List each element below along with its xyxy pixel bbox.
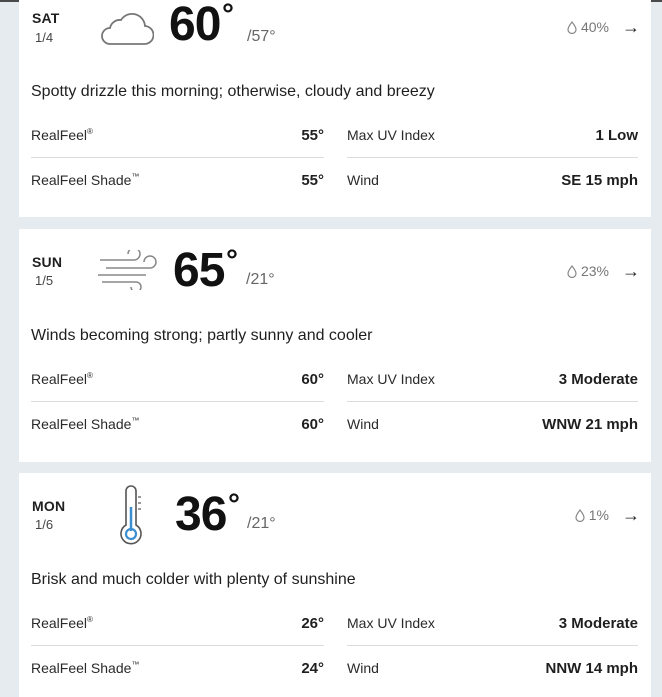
precip-chance [567,19,609,35]
uv-label: Max UV Index [347,127,435,143]
raindrop-icon [567,265,577,278]
forecast-card-mon[interactable] [19,473,651,697]
arrow-right-icon[interactable]: → [622,17,640,37]
realfeel-shade-label: RealFeel Shade™ [31,172,140,188]
low-temp: /21° [246,271,275,288]
day-phrase: Brisk and much colder with plenty of sunshine [31,571,356,588]
date-label: 1/5 [35,273,54,288]
divider [347,157,638,158]
day-phrase: Spotty drizzle this morning; otherwise, cloudy and breezy [31,83,435,100]
day-label: SUN [32,254,63,270]
date-label: 1/6 [35,517,54,532]
precip-chance [567,263,609,279]
wind-value: WNW 21 mph [542,416,638,433]
realfeel-label: RealFeel® [31,371,93,387]
divider [347,645,638,646]
low-temp: /57° [247,28,276,45]
realfeel-shade-value: 60° [301,416,324,433]
date-label: 1/4 [35,30,54,45]
realfeel-shade-label: RealFeel Shade™ [31,416,140,432]
divider [31,401,324,402]
realfeel-value: 60° [301,371,324,388]
arrow-right-icon[interactable]: → [622,505,640,525]
day-label: SAT [32,10,60,26]
high-temp: 36 [175,488,227,541]
wind-label: Wind [347,660,379,676]
wind-icon [96,250,162,295]
forecast-card-sat[interactable] [19,0,651,217]
degree-symbol: ° [222,0,234,31]
realfeel-label: RealFeel® [31,615,93,631]
degree-symbol: ° [226,244,238,277]
divider [31,645,324,646]
precip-value: 40% [580,19,609,35]
raindrop-icon [567,21,577,34]
divider [347,401,638,402]
precip-chance [575,507,609,523]
high-temp: 60 [169,0,221,51]
raindrop-icon [575,509,585,522]
wind-label: Wind [347,172,379,188]
uv-label: Max UV Index [347,615,435,631]
realfeel-value: 55° [301,127,324,144]
forecast-card-sun[interactable] [19,229,651,462]
realfeel-value: 26° [301,615,324,632]
thermometer-cold-icon [117,485,145,552]
high-temp: 65 [173,244,225,297]
precip-value: 23% [580,263,609,279]
arrow-right-icon[interactable]: → [622,261,640,281]
uv-value: 3 Moderate [558,371,638,388]
uv-value: 1 Low [595,127,638,144]
realfeel-shade-value: 24° [301,660,324,677]
degree-symbol: ° [228,488,240,521]
day-label: MON [32,498,66,514]
wind-value: NNW 14 mph [545,660,638,677]
realfeel-shade-label: RealFeel Shade™ [31,660,140,676]
precip-value: 1% [588,507,609,523]
wind-label: Wind [347,416,379,432]
wind-value: SE 15 mph [561,172,638,189]
uv-label: Max UV Index [347,371,435,387]
realfeel-shade-value: 55° [301,172,324,189]
day-phrase: Winds becoming strong; partly sunny and cooler [31,327,373,344]
uv-value: 3 Moderate [558,615,638,632]
realfeel-label: RealFeel® [31,127,93,143]
low-temp: /21° [247,515,276,532]
cloud-icon [98,10,154,51]
divider [31,157,324,158]
